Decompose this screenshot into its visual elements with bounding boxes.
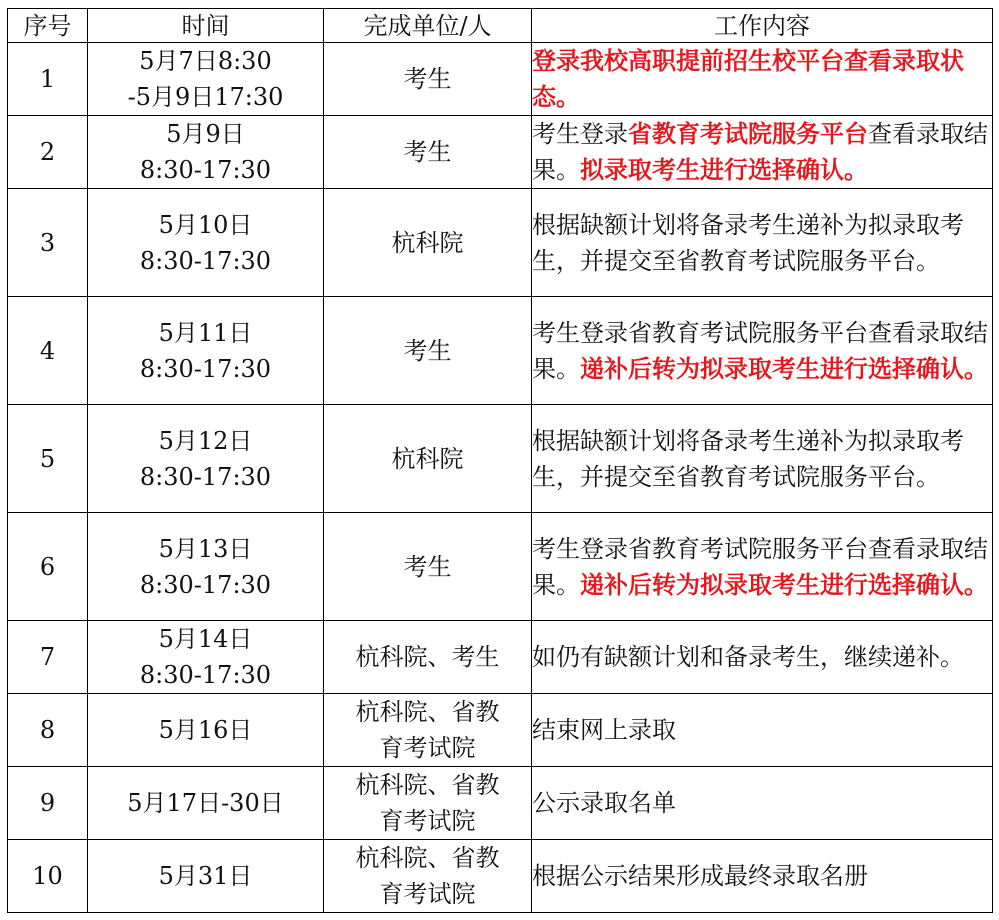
row-time [88, 513, 324, 621]
row-number [8, 767, 88, 840]
content-text: 根据缺额计划将备录考生递补为拟录取考生，并提交至省教育考试院服务平台。 [532, 426, 964, 491]
schedule-table [7, 8, 993, 913]
row-time-line: 5月16日 [158, 716, 253, 744]
row-number [8, 116, 88, 189]
header-content: 工作内容 [532, 9, 993, 43]
row-unit-line: 考生 [403, 138, 452, 166]
row-unit [324, 840, 532, 913]
row-time [88, 767, 324, 840]
row-time [88, 694, 324, 767]
content-highlight-text: 递补后转为拟录取考生进行选择确认。 [580, 353, 988, 383]
row-number-text: 6 [39, 552, 56, 581]
row-time-line: 8:30-17:30 [139, 661, 272, 689]
row-unit-line: 育考试院 [379, 734, 476, 762]
table-row [8, 513, 993, 621]
content-text: 根据缺额计划将备录考生递补为拟录取考生，并提交至省教育考试院服务平台。 [532, 210, 964, 275]
row-number-text: 4 [39, 336, 56, 365]
row-content [532, 116, 993, 189]
content-highlight-text: 省教育考试院服务平台 [628, 119, 868, 148]
row-content [532, 297, 993, 405]
row-time [88, 189, 324, 297]
row-time [88, 43, 324, 116]
table-row [8, 116, 993, 189]
table-row [8, 405, 993, 513]
content-text: 根据公示结果形成最终录取名册 [532, 862, 868, 890]
row-unit-line: 考生 [403, 552, 452, 581]
row-time-line: 5月9日 [166, 120, 245, 148]
row-unit [324, 767, 532, 840]
row-number [8, 405, 88, 513]
table-row [8, 767, 993, 840]
table-row [8, 840, 993, 913]
row-unit [324, 189, 532, 297]
content-highlight-text: 拟录取考生进行选择确认。 [580, 155, 868, 184]
row-time-line: 5月31日 [158, 862, 253, 890]
row-content [532, 405, 993, 513]
content-text: 公示录取名单 [532, 789, 676, 817]
row-time-line: 5月17日-30日 [127, 789, 284, 817]
header-unit: 完成单位/人 [324, 9, 532, 43]
row-number-text: 10 [32, 862, 63, 890]
row-content [532, 621, 993, 694]
row-time-line: 8:30-17:30 [139, 156, 272, 184]
row-content [532, 43, 993, 116]
table-row [8, 43, 993, 116]
row-unit [324, 513, 532, 621]
row-content [532, 513, 993, 621]
row-number-text: 8 [39, 716, 56, 744]
row-unit [324, 621, 532, 694]
row-number-text: 3 [39, 228, 56, 257]
table-row [8, 297, 993, 405]
row-time-line: 8:30-17:30 [139, 570, 272, 599]
row-time-line: 5月14日 [158, 625, 253, 653]
content-highlight-text: 递补后转为拟录取考生进行选择确认。 [580, 569, 988, 599]
content-text: 如仍有缺额计划和备录考生，继续递补。 [532, 643, 964, 671]
content-text: 考生登录省教育考试院服务平台查看录取结果。 [532, 534, 988, 599]
row-time-line: 8:30-17:30 [139, 354, 272, 383]
row-unit [324, 694, 532, 767]
row-unit-line: 杭科院 [391, 228, 464, 257]
content-highlight-text: 登录我校高职提前招生校平台查看录取状态。 [532, 46, 964, 111]
row-number-text: 2 [39, 138, 56, 166]
row-unit-line: 杭科院、省教 [355, 771, 500, 799]
header-time: 时间 [88, 9, 324, 43]
schedule-table-wrapper [7, 8, 993, 913]
header-num: 序号 [8, 9, 88, 43]
row-time-line: 5月7日8:30 [139, 47, 272, 75]
row-unit-line: 育考试院 [379, 880, 476, 908]
table-row [8, 621, 993, 694]
row-time [88, 840, 324, 913]
row-content [532, 189, 993, 297]
row-unit [324, 405, 532, 513]
row-number-text: 1 [39, 65, 56, 93]
row-unit-line: 育考试院 [379, 807, 476, 835]
row-time-line: 8:30-17:30 [139, 462, 272, 491]
row-number [8, 189, 88, 297]
row-unit-line: 考生 [403, 336, 452, 365]
row-content [532, 694, 993, 767]
schedule-rows [8, 43, 993, 913]
content-text: 考生登录 [532, 120, 628, 148]
content-text: 考生登录省教育考试院服务平台查看录取结果。 [532, 318, 988, 383]
row-time [88, 297, 324, 405]
table-row [8, 189, 993, 297]
row-unit [324, 43, 532, 116]
row-number [8, 694, 88, 767]
row-number-text: 9 [39, 789, 56, 817]
row-time-line: -5月9日17:30 [127, 83, 284, 111]
row-unit-line: 杭科院 [391, 444, 464, 473]
row-time-line: 5月13日 [158, 534, 253, 563]
row-time-line: 8:30-17:30 [139, 246, 272, 275]
row-content [532, 767, 993, 840]
row-time [88, 116, 324, 189]
table-row [8, 694, 993, 767]
row-time [88, 621, 324, 694]
row-unit-line: 考生 [403, 65, 452, 93]
row-time-line: 5月12日 [158, 426, 253, 455]
row-number [8, 840, 88, 913]
content-text: 查看录取结果。 [532, 120, 988, 184]
row-content [532, 840, 993, 913]
row-unit-line: 杭科院、考生 [355, 643, 500, 671]
content-text: 结束网上录取 [532, 716, 676, 744]
row-number-text: 5 [39, 444, 56, 473]
row-number [8, 297, 88, 405]
header-row [8, 9, 993, 43]
row-unit [324, 297, 532, 405]
row-number [8, 621, 88, 694]
row-unit-line: 杭科院、省教 [355, 698, 500, 726]
row-number-text: 7 [39, 643, 56, 671]
row-time [88, 405, 324, 513]
row-number [8, 513, 88, 621]
row-number [8, 43, 88, 116]
row-unit-line: 杭科院、省教 [355, 844, 500, 872]
row-time-line: 5月11日 [158, 318, 253, 347]
row-unit [324, 116, 532, 189]
row-time-line: 5月10日 [158, 210, 253, 239]
